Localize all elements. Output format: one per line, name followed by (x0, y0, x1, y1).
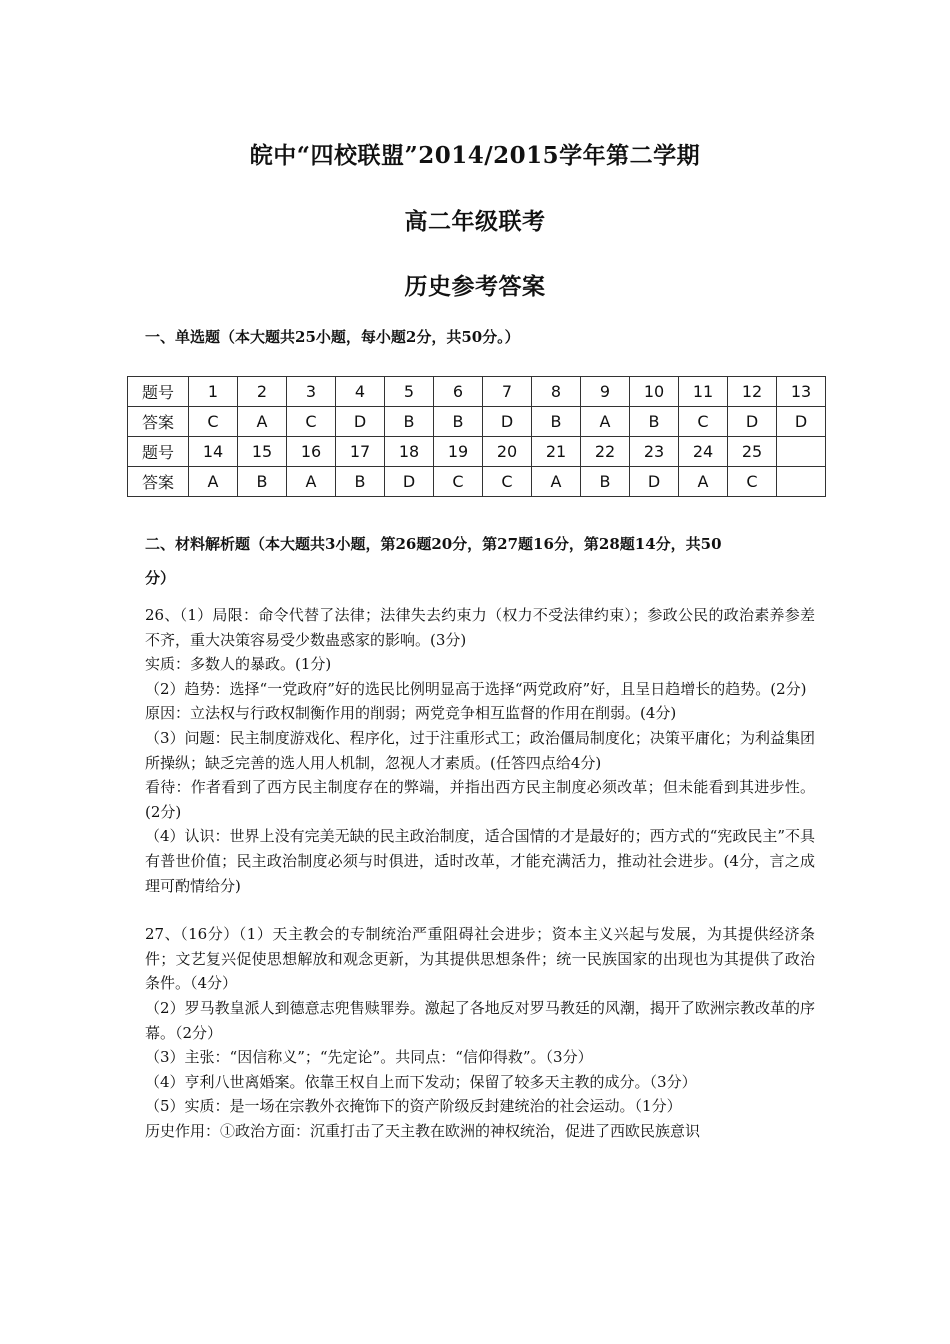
question-number: 24 (679, 437, 728, 467)
q27-paragraph: （3）主张：“因信称义”；“先定论”。共同点：“信仰得救”。（3分） (145, 1048, 593, 1067)
q27-paragraph: （4）亨利八世离婚案。依靠王权自上而下发动；保留了较多天主教的成分。（3分） (145, 1072, 697, 1091)
answer-cell: B (581, 467, 630, 497)
answer-cell: C (189, 407, 238, 437)
answer-cell: D (336, 407, 385, 437)
answer-cell: D (728, 407, 777, 437)
question-number: 23 (630, 437, 679, 467)
question-number: 5 (385, 377, 434, 407)
answer-cell (777, 467, 826, 497)
section2-heading-line2: 分） (145, 569, 176, 587)
answer-cell: A (581, 407, 630, 437)
table-row (128, 377, 826, 407)
question-number: 14 (189, 437, 238, 467)
answer-cell: A (532, 467, 581, 497)
answer-cell: A (679, 467, 728, 497)
q26-paragraph: （3）问题：民主制度游戏化、程序化，过于注重形式工；政治僵局制度化；决策平庸化；为利益集团所操纵；缺乏完善的选人用人机制，忽视人才素质。(任答四点给4分) (145, 728, 815, 772)
title-line-1: 皖中“四校联盟”2014/2015学年第二学期 (249, 142, 701, 169)
answer-cell: B (434, 407, 483, 437)
question-number: 15 (238, 437, 287, 467)
section1-heading: 一、单选题（本大题共25小题，每小题2分，共50分。） (145, 328, 520, 346)
answer-cell: D (385, 467, 434, 497)
row-header: 答案 (128, 467, 189, 497)
q26-paragraph: 原因：立法权与行政权制衡作用的削弱；两党竞争相互监督的作用在削弱。(4分) (145, 704, 677, 723)
question-number: 4 (336, 377, 385, 407)
question-number: 10 (630, 377, 679, 407)
question-number: 8 (532, 377, 581, 407)
answer-cell: C (679, 407, 728, 437)
table-row (128, 437, 826, 467)
answer-cell: D (777, 407, 826, 437)
row-header: 题号 (128, 377, 189, 407)
title-line-3: 历史参考答案 (404, 273, 546, 300)
q27-paragraph: （5）实质：是一场在宗教外衣掩饰下的资产阶级反封建统治的社会运动。（1分） (145, 1097, 682, 1116)
q27-paragraph: 历史作用：①政治方面：沉重打击了天主教在欧洲的神权统治，促进了西欧民族意识 (145, 1121, 701, 1140)
answer-cell: B (532, 407, 581, 437)
q26-paragraph: （2）趋势：选择“一党政府”好的选民比例明显高于选择“两党政府”好，且呈日趋增长的趋势。(2分) (145, 679, 807, 698)
row-header: 答案 (128, 407, 189, 437)
answer-cell: A (287, 467, 336, 497)
q26-paragraph: 看待：作者看到了西方民主制度存在的弊端，并指出西方民主制度必须改革；但未能看到其进步性。(2分) (145, 778, 815, 821)
answer-cell: A (238, 407, 287, 437)
answer-cell: C (483, 467, 532, 497)
answers-body (145, 603, 815, 1143)
question-number: 11 (679, 377, 728, 407)
answer-cell: B (630, 407, 679, 437)
question-number: 22 (581, 437, 630, 467)
answer-cell: C (287, 407, 336, 437)
q26-paragraph: 26、（1）局限：命令代替了法律；法律失去约束力（权力不受法律约束）；参政公民的政治素养参差不齐，重大决策容易受少数蛊惑家的影响。(3分) (145, 606, 815, 649)
question-number: 3 (287, 377, 336, 407)
answer-cell: D (483, 407, 532, 437)
answer-cell: B (238, 467, 287, 497)
answer-cell: B (385, 407, 434, 437)
question-number (777, 437, 826, 467)
question-number: 12 (728, 377, 777, 407)
question-number: 20 (483, 437, 532, 467)
section2-heading-line1: 二、材料解析题（本大题共3小题，第26题20分，第27题16分，第28题14分，共50 (145, 535, 722, 553)
answer-cell: C (434, 467, 483, 497)
question-number: 6 (434, 377, 483, 407)
q26-paragraph: （4）认识：世界上没有完美无缺的民主政治制度，适合国情的才是最好的；西方式的“宪政民主”不具有普世价值；民主政治制度必须与时俱进，适时改革，才能充满活力，推动社会进步。(4分，言之成理可酌情给分) (145, 827, 815, 895)
table-row (128, 467, 826, 497)
question-number: 7 (483, 377, 532, 407)
section2-heading (145, 527, 815, 595)
row-header: 题号 (128, 437, 189, 467)
q27-paragraph: （2）罗马教皇派人到德意志兜售赎罪券。激起了各地反对罗马教廷的风潮，揭开了欧洲宗教改革的序幕。（2分） (145, 998, 815, 1042)
title-line-2: 高二年级联考 (404, 208, 546, 235)
question-number: 2 (238, 377, 287, 407)
question-number: 18 (385, 437, 434, 467)
question-number: 1 (189, 377, 238, 407)
q27-paragraph: 27、（16分）（1）天主教会的专制统治严重阻碍社会进步；资本主义兴起与发展，为其提供经济条件；文艺复兴促使思想解放和观念更新，为其提供思想条件；统一民族国家的出现也为其提供了政治条件。（4分） (145, 925, 815, 993)
answer-cell: A (189, 467, 238, 497)
question-number: 21 (532, 437, 581, 467)
question-number: 19 (434, 437, 483, 467)
question-number: 16 (287, 437, 336, 467)
spacer (145, 898, 815, 922)
question-number: 17 (336, 437, 385, 467)
answer-cell: C (728, 467, 777, 497)
q26-paragraph: 实质：多数人的暴政。(1分) (145, 655, 332, 674)
answer-cell: B (336, 467, 385, 497)
question-number: 9 (581, 377, 630, 407)
table-row (128, 407, 826, 437)
question-number: 25 (728, 437, 777, 467)
answer-table (127, 376, 826, 497)
question-number: 13 (777, 377, 826, 407)
answer-cell: D (630, 467, 679, 497)
